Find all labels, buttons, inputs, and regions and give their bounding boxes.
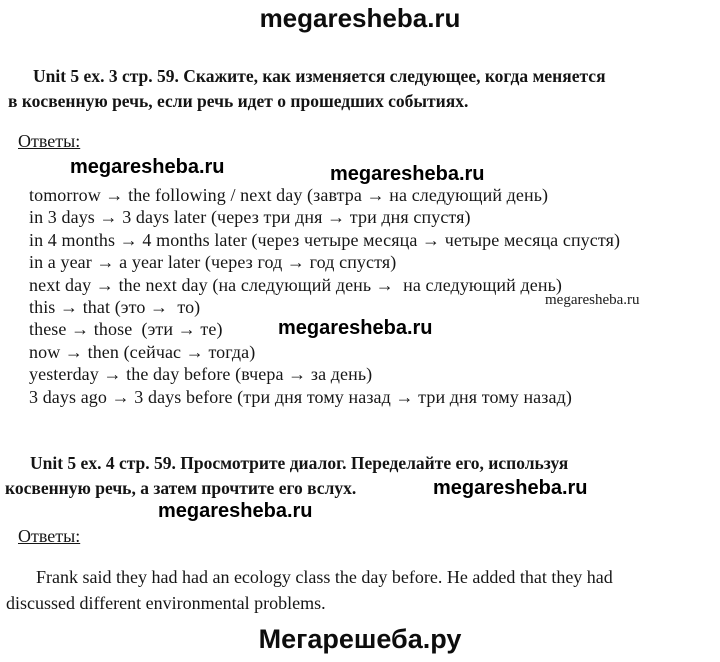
exercise-4-answer-line-2: discussed different environmental problems. [6,593,326,613]
list-item-3-days-ago: 3 days ago → 3 days before (три дня тому назад → три дня тому назад) [29,386,572,407]
site-footer-watermark: Мегарешеба.ру [258,624,462,654]
list-item-now: now → then (сейчас → тогда) [29,341,256,362]
watermark-small: megaresheba.ru [545,292,640,308]
list-item-in-3-days: in 3 days → 3 days later (через три дня → три дня спустя) [29,207,471,228]
watermark-bold-2: megaresheba.ru [330,163,485,185]
list-item-next-day: next day → the next day (на следующий день → на следующий день) [29,274,562,295]
exercise-3-heading [8,64,606,113]
watermark-bold-1: megaresheba.ru [70,156,225,178]
exercise-4-heading-line-2: косвенную речь, а затем прочтите его вслух. [5,477,357,498]
exercise-4-answer [6,564,613,616]
transformations-list [29,184,620,408]
answers-label-1: Ответы: [18,131,81,151]
list-item-in-a-year: in a year → a year later (через год → год спустя) [29,252,397,273]
list-item-in-4-months: in 4 months → 4 months later (через четыре месяца → четыре месяца спустя) [29,229,621,250]
list-item-tomorrow: tomorrow → the following / next day (завтра → на следующий день) [29,185,549,205]
list-item-this: this → that (это → то) [29,297,201,318]
exercise-3-heading-line-2: в косвенную речь, если речь идет о прошедших событиях. [8,90,469,111]
exercise-4-answer-line-1: Frank said they had had an ecology class the day before. He added that they had [36,567,613,587]
site-header-watermark: megaresheba.ru [259,3,461,33]
answers-label-2: Ответы: [18,526,81,546]
list-item-these: these → those (эти → те) [29,319,223,340]
exercise-3-heading-line-1: Unit 5 ex. 3 стр. 59. Скажите, как изменяется следующее, когда меняется [33,66,606,86]
list-item-yesterday: yesterday → the day before (вчера → за день) [29,364,373,385]
watermark-bold-4: megaresheba.ru [433,477,588,499]
watermark-bold-3: megaresheba.ru [278,317,433,339]
exercise-4-heading-line-1: Unit 5 ex. 4 стр. 59. Просмотрите диалог. Переделайте его, используя [30,453,569,473]
watermark-bold-5: megaresheba.ru [158,500,313,522]
